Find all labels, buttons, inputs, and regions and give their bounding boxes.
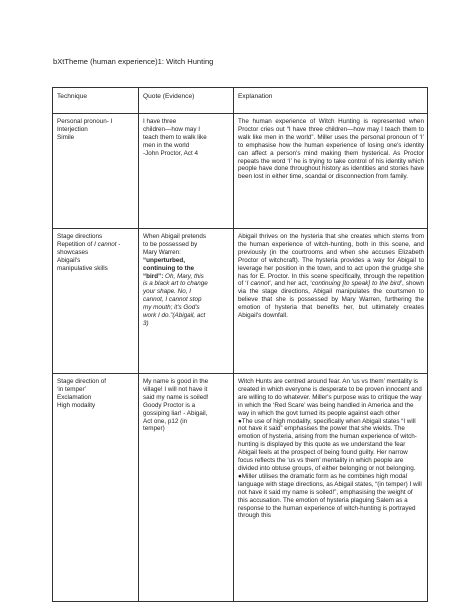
quote-cell: [139, 229, 234, 374]
quote-bold-text: “unperturbed, continuing to the “bird”:: [143, 256, 195, 280]
header-quote: Quote (Evidence): [139, 88, 234, 114]
analysis-table: [52, 87, 428, 602]
explanation-italic-text: I cannot: [246, 280, 270, 288]
explanation-cell: [234, 229, 428, 374]
explanation-text: ’, and her act, ‘: [269, 280, 312, 288]
technique-text: Stage directions Repetition of: [57, 233, 103, 248]
table-row: [53, 114, 428, 229]
table-row: [53, 374, 428, 602]
quote-intro: When Abigail pretends to be possessed by Mary Warren:: [143, 233, 207, 256]
quote-cell: I have three children—how may I teach them to walk like men in the world -John Proctor, Act 4: [139, 114, 234, 229]
technique-cell: [53, 229, 139, 374]
technique-cell: Personal pronoun- I Interjection Simile: [53, 114, 139, 229]
technique-italic-text: I cannot: [94, 240, 117, 248]
explanation-cell: Witch Hunts are centred around fear. An ‘us vs them’ mentality is created in which everyone is desperate to be proven innocent and are willing to do whatever. Miller's purpose was to critique the way in which the ‘Red Scare’ was being handled in America and the way in which the govt turned its people against each other ●The use of high modality, specifically when Abigail states “I will not have it said” emphasises the power that she wields. The emotion of hysteria, arising from the human experience of witch-hunting is displayed by this quote as we understand the fear Abigail feels at the prospect of being found guilty. Her narrow focus reflects the ‘us vs them’ mentality in which people are divided into obtuse groups, of either belonging or not belonging. ●Miller utilises the dramatic form as he combines high modal language with stage directions, as Abigail states, “(in temper) I will not have it said my name is soiled!”, emphasising the weight of this accusation. The emotion of hysteria plaguing Salem as a response to the human experience of witch-hunting is portrayed through this: [234, 374, 428, 602]
technique-text: - showcases Abigail's manipulative skills: [57, 240, 121, 272]
explanation-italic-text: continuing [to speak] to the bird: [311, 280, 401, 288]
quote-italic-text: Oh, Mary, this is a black art to change your shape. No, I cannot, I cannot stop my mouth; it's God's work I do.”(Abigail, act 3): [143, 272, 208, 327]
header-technique: Technique: [53, 88, 139, 114]
quote-cell: My name is good in the village! I will not have it said my name is soiled! Goody Proctor is a gossiping liar! - Abigail, Act one, p12 (in temper): [139, 374, 234, 602]
explanation-text: ’, shown via the stage directions, Abigail manipulates the courtsmen to believe that she is possessed by Mary Warren, furthering the emotion of hysteria that benefits her, but ultimately creates Abigail's downfall.: [238, 280, 424, 320]
document-title: bXtTheme (human experience)1: Witch Hunting: [53, 57, 214, 66]
explanation-text: Abigail thrives on the hysteria that she creates which stems from the human experience of witch-hunting, both in this scene, and previously (in the courtrooms and when she accuses Elizabeth Proctor of witchcraft). The hysteria provides a way for Abigail to leverage her position in the town, and to act upon the grudge she has for E. Proctor. In this scene specifically, through the repetition of ‘: [238, 233, 424, 288]
explanation-cell: The human experience of Witch Hunting is represented when Proctor cries out “I have three children—how may I teach them to walk like men in the world”. Miller uses the personal pronoun of ‘I’ to emphasise how the human experience of losing one's identity can affect a person's mind making them hysterical. As Proctor repeats the word ‘I’ he is trying to take control of his identity which people have done throughout history as identities and stories have been lost in either time, scandal or disconnection from family.: [234, 114, 428, 229]
technique-cell: Stage direction of ‘in temper’ Exclamation High modality: [53, 374, 139, 602]
table-header-row: [53, 88, 428, 114]
header-explanation: Explanation: [234, 88, 428, 114]
table-row: [53, 229, 428, 374]
